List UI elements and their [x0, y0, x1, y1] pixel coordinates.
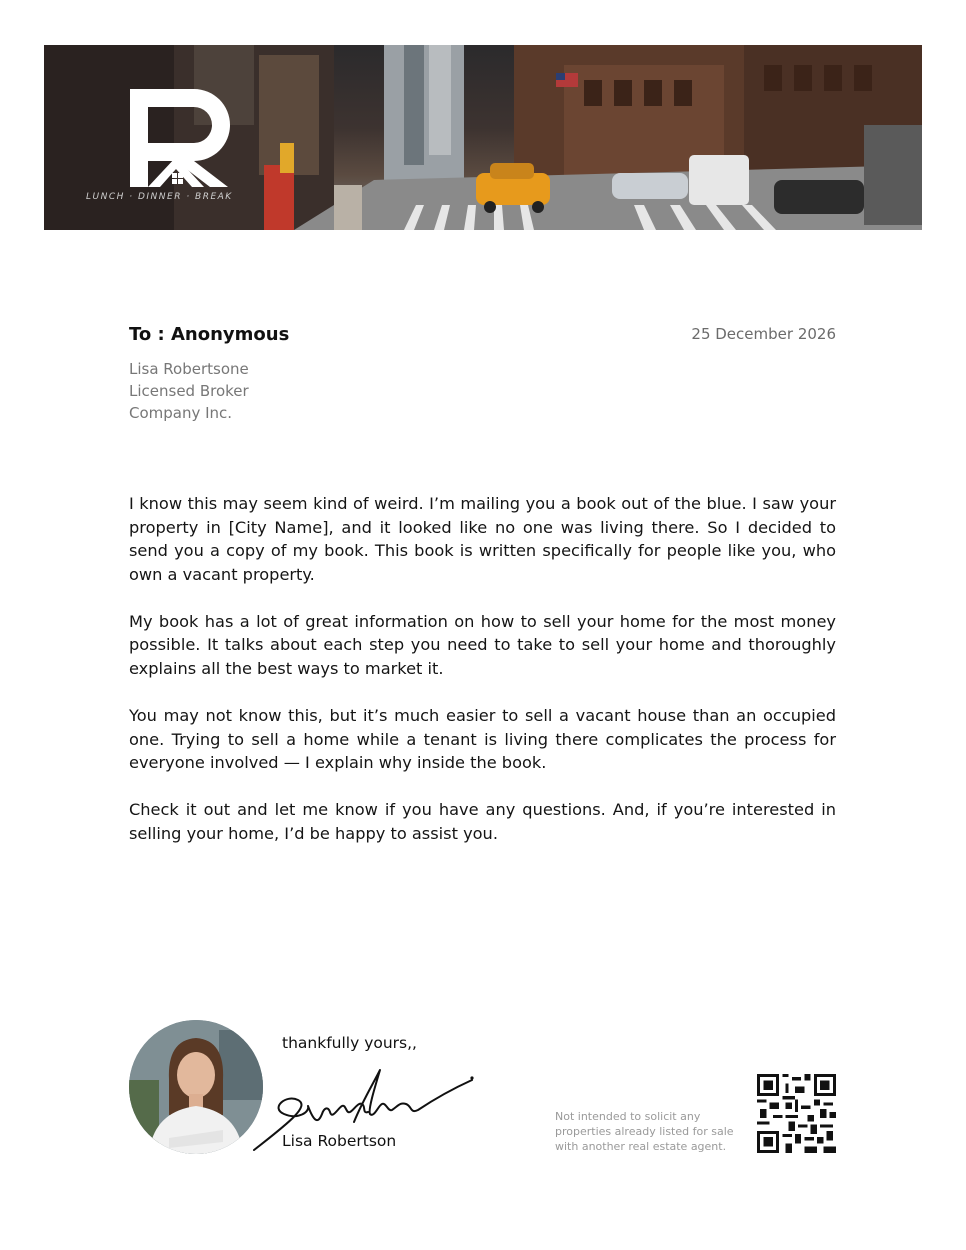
awning-text: LUNCH · DINNER · BREAK [86, 192, 233, 202]
header-banner [44, 45, 922, 230]
body-paragraph: Check it out and let me know if you have any questions. And, if you’re interested in selling your home, I’d be happy to assist you. [129, 800, 836, 844]
disclaimer-text: Not intended to solicit any properties already listed for sale with another real estate agent. [555, 1110, 734, 1153]
recipient-line: To : Anonymous [129, 324, 290, 345]
sender-company: Company Inc. [129, 404, 233, 422]
sender-name: Lisa Robertsone [129, 360, 249, 378]
closing-text: thankfully yours,, [282, 1034, 417, 1052]
sender-block [129, 358, 249, 424]
agent-avatar [129, 1020, 263, 1154]
letter-body [129, 492, 836, 869]
letter-date: 25 December 2026 [691, 325, 836, 343]
body-paragraph: You may not know this, but it’s much easier to sell a vacant house than an occupied one. Trying to sell a home while a tenant is living there complicates the process for everyone involved — I explain why inside the book. [129, 706, 836, 773]
body-paragraph: My book has a lot of great information on how to sell your home for the most money possible. It talks about each step you need to take to sell your home and thoroughly explains all the best ways to market it. [129, 611, 836, 679]
body-paragraph: I know this may seem kind of weird. I’m mailing you a book out of the blue. I saw your property in [City Name], and it looked like no one was living there. So I decided to send you a copy of my book. This book is written specifically for people like you, who own a vacant property. [129, 494, 836, 584]
signer-name: Lisa Robertson [282, 1132, 397, 1150]
house-r-logo [128, 87, 238, 189]
agent-portrait [129, 1020, 263, 1154]
qr-code-icon [757, 1074, 836, 1153]
sender-title: Licensed Broker [129, 382, 249, 400]
